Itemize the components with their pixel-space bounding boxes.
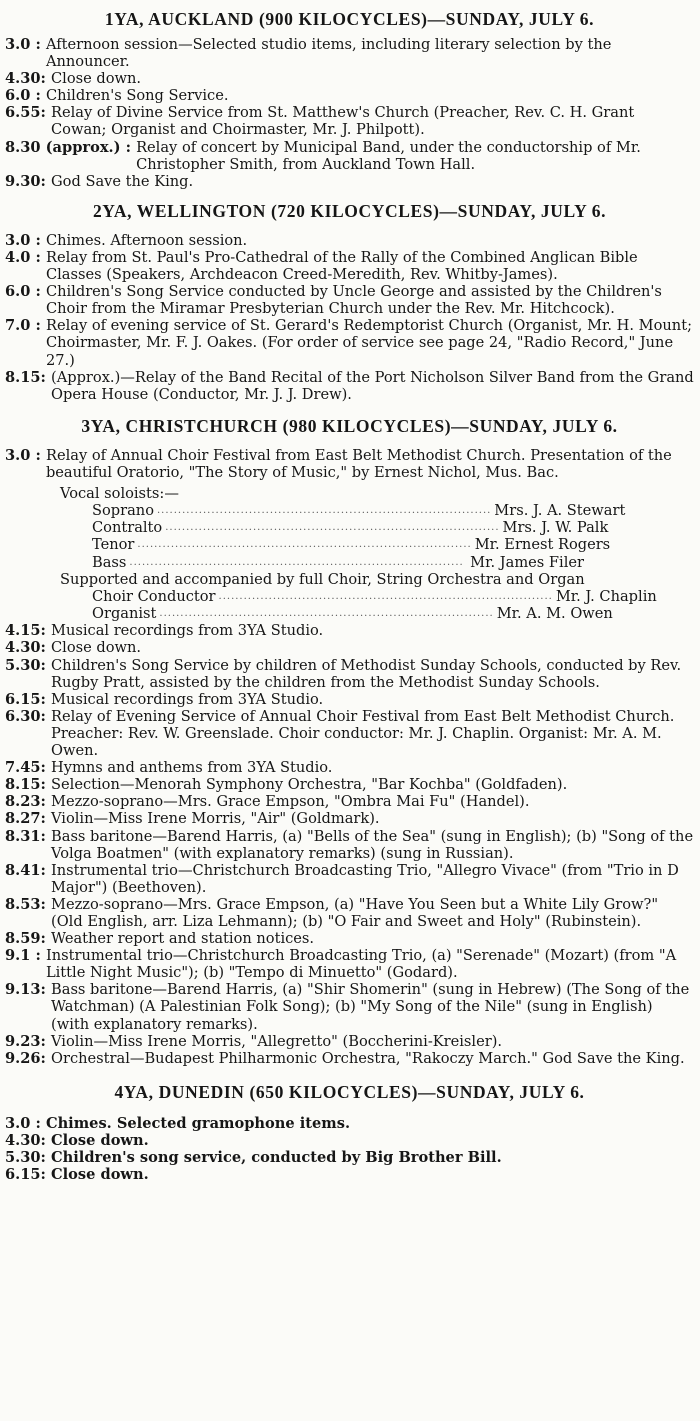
schedule-entry [5, 1166, 694, 1183]
entry-text: Children's Song Service conducted by Uncle George and assisted by the Children's Choir from the Miramar Presbyterian Church under the Rev. Mr. Hitchcock). [45, 283, 662, 318]
dot-leader: ................................................................................ [159, 608, 494, 620]
soloist-row [5, 519, 694, 536]
section-heading: 1YA, AUCKLAND (900 KILOCYCLES)—SUNDAY, JULY 6. [104, 9, 595, 29]
schedule-entry [5, 708, 694, 759]
entry-text: Afternoon session—Selected studio items, including literary selection by the Announcer. [45, 36, 612, 71]
section-4ya [5, 1081, 694, 1183]
entry-time: 6.0 : [5, 283, 46, 301]
entry-time: 6.30: [5, 707, 52, 725]
entry-text: Orchestral—Budapest Philharmonic Orchestra, "Rakoczy March." God Save the King. [51, 1049, 685, 1067]
entry-time: 3.0 : [5, 36, 46, 53]
entry-time: 4.0 : [5, 248, 46, 266]
section-heading: 2YA, WELLINGTON (720 KILOCYCLES)—SUNDAY, JULY 6. [92, 200, 607, 221]
entry-text: Close down. [51, 70, 142, 88]
entry-text: Violin—Miss Irene Morris, "Air" (Goldmark). [51, 810, 380, 828]
entry-time: 8.15: [5, 368, 52, 386]
entry-text: Relay of Evening Service of Annual Choir Festival from East Belt Methodist Church. Preacher: Rev. W. Greenslade. Choir conductor: Mr. J. Chaplin. Organist: Mr. A. M. Owen. [51, 707, 675, 760]
soloist-role: Contralto [92, 519, 163, 537]
entry-time: 4.30: [5, 70, 52, 88]
entry-text: Children's song service, conducted by Big Brother Bill. [51, 1149, 502, 1166]
schedule-entry [5, 793, 694, 810]
soloist-role: Tenor [92, 536, 135, 554]
schedule-entry [5, 947, 694, 981]
entry-time: 5.30: [5, 1149, 52, 1166]
schedule-entry [5, 862, 694, 896]
entry-text: Musical recordings from 3YA Studio. [51, 690, 324, 708]
entry-time: 3.0 : [5, 231, 46, 249]
entry-time: 6.55: [5, 104, 52, 122]
soloist-row [5, 536, 694, 553]
entry-text: Weather report and station notices. [51, 930, 315, 948]
section-1ya [5, 0, 694, 190]
soloists-heading: Vocal soloists:— [60, 484, 179, 502]
entry-time: 8.31: [5, 827, 52, 845]
schedule-entry [5, 896, 694, 930]
entry-text: Relay of concert by Municipal Band, under the conductorship of Mr. Christopher Smith, from Auckland Town Hall. [136, 138, 641, 173]
entry-time: 4.30: [5, 1131, 52, 1149]
entry-text: Relay of Divine Service from St. Matthew's Church (Preacher, Rev. C. H. Grant Cowan; Organist and Choirmaster, Mr. J. Philpott). [51, 104, 635, 139]
schedule-entry [5, 447, 694, 481]
entry-time: 9.1 : [5, 947, 46, 965]
section-3ya [5, 415, 694, 1067]
entry-time: 8.30 (approx.) : [5, 138, 137, 156]
entry-time: 8.27: [5, 810, 52, 828]
schedule-entry [5, 173, 694, 190]
entry-text: Relay from St. Paul's Pro-Cathedral of the Rally of the Combined Anglican Bible Classes (Speakers, Archdeacon Creed-Meredith, Rev. Whitby-James). [45, 248, 638, 284]
soloist-role: Soprano [92, 502, 154, 520]
schedule-entry [5, 930, 694, 947]
schedule-entry [5, 36, 694, 70]
entry-time: 9.13: [5, 981, 52, 999]
schedule-entry [5, 87, 694, 104]
entry-text: Selection—Menorah Symphony Orchestra, "Bar Kochba" (Goldfaden). [51, 776, 568, 794]
soloist-name: Mr. J. Chaplin [555, 587, 657, 605]
schedule-entry [5, 810, 694, 827]
entry-text: Instrumental trio—Christchurch Broadcasting Trio, (a) "Serenade" (Mozart) (from "A Little Night Music"); (b) "Tempo di Minuetto" (Godard). [45, 947, 677, 982]
schedule-entry [5, 139, 694, 173]
schedule-entry [5, 232, 694, 249]
entry-time: 8.41: [5, 861, 52, 879]
entry-time: 6.0 : [5, 87, 46, 105]
dot-leader: ................................................................................ [157, 505, 492, 517]
entry-time: 6.15: [5, 690, 52, 708]
entry-text: (Approx.)—Relay of the Band Recital of the Port Nicholson Silver Band from the Grand Opera House (Conductor, Mr. J. J. Drew). [51, 368, 694, 403]
entry-text: Bass baritone—Barend Harris, (a) "Bells of the Sea" (sung in English); (b) "Song of the Volga Boatmen" (with explanatory remarks) (sung in Russian). [51, 827, 694, 862]
soloist-name: Mr. Ernest Rogers [474, 536, 611, 554]
soloist-row [5, 588, 694, 605]
entry-time: 7.0 : [5, 317, 46, 335]
entry-time: 4.15: [5, 622, 52, 640]
entry-time: 9.30: [5, 172, 52, 190]
schedule-entry [5, 981, 694, 1032]
entry-text: Close down. [51, 1166, 149, 1184]
schedule-entry [5, 1115, 694, 1132]
entry-text: Chimes. Selected gramophone items. [45, 1114, 351, 1132]
entry-time: 7.45: [5, 759, 52, 777]
entry-time: 5.30: [5, 656, 52, 674]
schedule-entry [5, 1050, 694, 1067]
schedule-entry [5, 1132, 694, 1149]
section-heading: 4YA, DUNEDIN (650 KILOCYCLES)—SUNDAY, JULY 6. [114, 1081, 585, 1102]
entry-text: Chimes. Afternoon session. [45, 231, 248, 249]
dot-leader: ................................................................................ [137, 539, 472, 551]
entry-text: Relay of Annual Choir Festival from East Belt Methodist Church. Presentation of the beautiful Oratorio, "The Story of Music," by Ernest Nichol, Mus. Bac. [45, 446, 672, 481]
entry-text: Relay of evening service of St. Gerard's Redemptorist Church (Organist, Mr. H. Mount; Choirmaster, Mr. F. J. Oakes. (For order of service see page 24, "Radio Record," June 27.) [45, 317, 692, 369]
entry-text: Children's Song Service by children of Methodist Sunday Schools, conducted by Rev. Rugby Pratt, assisted by the children from the Methodist Sunday Schools. [51, 656, 682, 691]
soloist-row [5, 554, 694, 571]
schedule-entry [5, 70, 694, 87]
schedule-entry [5, 1033, 694, 1050]
section-2ya [5, 200, 694, 403]
entry-text: Mezzo-soprano—Mrs. Grace Empson, (a) "Have You Seen but a White Lily Grow?" (Old English, arr. Liza Lehmann); (b) "O Fair and Sweet and Holy" (Rubinstein). [51, 895, 659, 930]
schedule-entry [5, 249, 694, 283]
entry-time: 3.0 : [5, 1114, 46, 1132]
entry-text: Instrumental trio—Christchurch Broadcasting Trio, "Allegro Vivace" (from "Trio in D Major") (Beethoven). [51, 861, 679, 896]
entry-time: 9.26: [5, 1049, 52, 1067]
schedule-entry [5, 622, 694, 639]
entry-text: Close down. [51, 639, 142, 657]
entry-time: 6.15: [5, 1166, 52, 1184]
entry-time: 8.15: [5, 776, 52, 794]
soloist-role: Choir Conductor [92, 587, 216, 605]
entry-text: Violin—Miss Irene Morris, "Allegretto" (Boccherini-Kreisler). [51, 1032, 503, 1050]
entry-text: Children's Song Service. [45, 87, 229, 105]
schedule-entry [5, 104, 694, 138]
dot-leader: ................................................................................ [165, 522, 500, 534]
schedule-entry [5, 691, 694, 708]
soloist-name: Mrs. J. A. Stewart [494, 502, 626, 520]
soloist-row [5, 605, 694, 622]
schedule-entry [5, 759, 694, 776]
entry-time: 4.30: [5, 639, 52, 657]
soloist-name: Mr. A. M. Owen [496, 605, 613, 623]
entry-time: 8.59: [5, 930, 52, 948]
entry-time: 9.23: [5, 1032, 52, 1050]
soloist-row [5, 502, 694, 519]
schedule-entry [5, 283, 694, 317]
schedule-entry [5, 776, 694, 793]
soloist-role: Bass [92, 553, 127, 571]
schedule-entry [5, 828, 694, 862]
entry-text: Musical recordings from 3YA Studio. [51, 622, 324, 640]
entry-text: Close down. [51, 1131, 149, 1149]
soloist-role: Organist [92, 605, 157, 623]
dot-leader: ................................................................................ [218, 590, 553, 602]
entry-text: God Save the King. [51, 172, 194, 190]
schedule-entry [5, 369, 694, 403]
soloist-name: Mr. James Filer [470, 553, 584, 571]
schedule-entry [5, 639, 694, 656]
support-line: Supported and accompanied by full Choir, String Orchestra and Organ [60, 570, 585, 588]
schedule-entry [5, 317, 694, 368]
entry-text: Bass baritone—Barend Harris, (a) "Shir Shomerin" (sung in Hebrew) (The Song of the Watchman) (A Palestinian Folk Song); (b) "My Song of the Nile" (sung in English) (with explanatory remarks). [51, 981, 690, 1033]
entry-time: 3.0 : [5, 446, 46, 464]
soloist-name: Mrs. J. W. Palk [502, 519, 609, 537]
entry-time: 8.53: [5, 895, 52, 913]
entry-text: Mezzo-soprano—Mrs. Grace Empson, "Ombra Mai Fu" (Handel). [51, 793, 530, 811]
section-heading: 3YA, CHRISTCHURCH (980 KILOCYCLES)—SUNDAY, JULY 6. [81, 415, 618, 436]
entry-time: 8.23: [5, 793, 52, 811]
entry-text: Hymns and anthems from 3YA Studio. [51, 759, 333, 777]
schedule-entry [5, 1149, 694, 1166]
dot-leader: ................................................................................ [129, 556, 464, 568]
schedule-entry [5, 657, 694, 691]
